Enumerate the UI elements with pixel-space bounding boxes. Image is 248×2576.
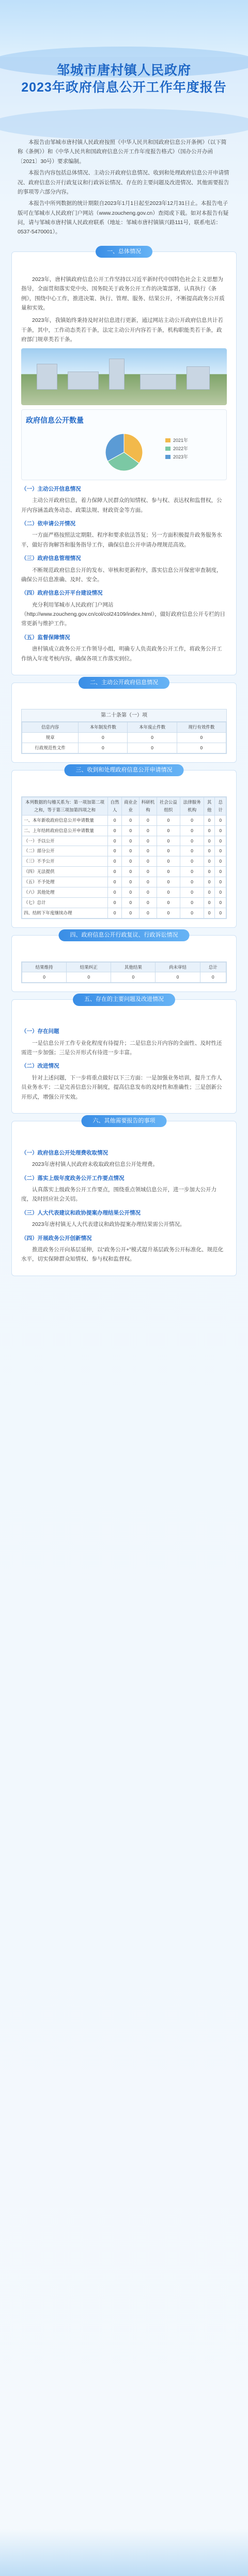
table-cell: 0	[79, 743, 128, 753]
table-cell: 0	[22, 972, 67, 983]
legend-label: 2021年	[173, 437, 189, 443]
legend-label: 2022年	[173, 446, 189, 451]
table-cell: （四）无法提供	[22, 867, 108, 877]
table-cell: 0	[204, 846, 215, 856]
table-cell: 0	[157, 836, 180, 846]
table-header: 本年制发件数	[79, 722, 128, 733]
table-header: 商业企业	[122, 797, 140, 816]
table-cell: 0	[107, 836, 122, 846]
legend-swatch	[165, 447, 171, 451]
table-cell: 0	[180, 836, 204, 846]
section-problems	[11, 996, 237, 1114]
table-row	[22, 972, 226, 983]
table-cell: 0	[122, 877, 140, 887]
table-cell: （一）予以公开	[22, 836, 108, 846]
table-cell: 0	[140, 836, 157, 846]
table-cell: 0	[107, 825, 122, 836]
table-cell: 0	[157, 867, 180, 877]
table-header: 法律服务机构	[180, 797, 204, 816]
table-header: 总计	[215, 797, 226, 816]
table-cell: 0	[122, 825, 140, 836]
table-cell: 0	[180, 897, 204, 908]
table-cell: 0	[122, 846, 140, 856]
intro-paragraph: 本报告由邹城市唐村镇人民政府按照《中华人民共和国政府信息公开条例》（以下简称《条例》）和《中华人民共和国政府信息公开工作年度报告格式》（国办公开办函〔2021〕30号）要求编制。	[18, 139, 227, 165]
table-cell: 0	[180, 908, 204, 918]
table-cell: 0	[122, 897, 140, 908]
section-overview	[11, 248, 237, 675]
subheading: （五）监督保障情况	[21, 634, 70, 641]
table-cell: 0	[200, 972, 226, 983]
page-title	[0, 62, 248, 96]
table-cell: 0	[111, 972, 156, 983]
table-cell: 规章	[22, 733, 79, 743]
table-header: 结果维持	[22, 962, 67, 972]
table-cell: 0	[107, 867, 122, 877]
table-cell: 0	[180, 856, 204, 867]
table-cell: 0	[215, 815, 226, 825]
table-box	[21, 961, 227, 984]
table-cell: 0	[140, 908, 157, 918]
table-header: 科研机构	[140, 797, 157, 816]
table-header: 社会公益组织	[157, 797, 180, 816]
table-cell: 0	[156, 972, 200, 983]
subheading: （二）改进情况	[21, 1063, 59, 1070]
table-cell: 0	[180, 825, 204, 836]
table-cell: 0	[215, 867, 226, 877]
paragraph: 唐村镇成立政务公开工作领导小组，明确专人负责政务公开工作，将政务公开工作纳入年度考核内容，确保各项工作落实到位。	[21, 646, 222, 662]
table-cell: 0	[157, 856, 180, 867]
table-cell: 0	[107, 815, 122, 825]
table-cell: （三）不予公开	[22, 856, 108, 867]
table-header: 尚未审结	[156, 962, 200, 972]
table-cell: 0	[157, 815, 180, 825]
intro-paragraph: 本报告内容包括总体情况、主动公开政府信息情况、收到和处理政府信息公开申请情况、政府信息公开行政复议和行政诉讼情况、存在的主要问题及改进情况、其他需要报告的事项等六部分内容。	[18, 170, 229, 195]
table-cell: 0	[157, 908, 180, 918]
paragraph: 2023年唐村镇人民政府未收取政府信息公开处理费。	[32, 1161, 158, 1168]
table-box	[21, 709, 227, 754]
subheading: （一）政府信息公开处理费收取情况	[21, 1149, 108, 1156]
paragraph: 一方面严格按照法定期限、程序和要求依法答复；另一方面积极提升政务服务水平，做好咨询解答和服务指导工作，确保信息公开申请办理规范高效。	[21, 532, 222, 548]
table-cell: 0	[204, 856, 215, 867]
table-header: 其他结果	[111, 962, 156, 972]
table-row	[22, 743, 226, 753]
footer-decoration	[0, 2529, 248, 2576]
section-title: 四、政府信息公开行政复议、行政诉讼情况	[59, 929, 190, 941]
table-cell: 0	[204, 908, 215, 918]
table-cell: 0	[107, 887, 122, 897]
table-cell: （二）部分公开	[22, 846, 108, 856]
table-header: 其他	[204, 797, 215, 816]
table-header: 现行有效件数	[177, 722, 226, 733]
section-title: 二、主动公开政府信息情况	[79, 677, 169, 689]
table-cell: 0	[140, 856, 157, 867]
section-other-matters	[11, 1117, 237, 1276]
table-row	[22, 887, 226, 897]
table-row	[22, 897, 226, 908]
table-cell: 0	[67, 972, 111, 983]
pie-chart	[26, 429, 222, 476]
table-cell: 0	[128, 733, 177, 743]
subheading: （二）依申请公开情况	[21, 521, 75, 527]
building	[37, 364, 57, 390]
table-caption: 第二十条第（一）项	[22, 709, 226, 722]
paragraph: 推进政务公开向基层延伸，以“政务公开+”模式提升基层政务公开标准化、规范化水平，切实保障群众知情权、参与权和监督权。	[21, 1246, 224, 1263]
table-header: 本年废止件数	[128, 722, 177, 733]
subheading: （四）开展政务公开创新情况	[21, 1235, 92, 1241]
subheading: （三）人大代表建议和政协提案办理结果公开情况	[21, 1209, 141, 1216]
building	[68, 372, 99, 390]
table-header: 本列数据的勾稽关系为：第一项加第二项之和，等于第三项加第四项之和	[22, 797, 108, 816]
table-cell: 0	[180, 867, 204, 877]
section-proactive-disclosure	[11, 679, 237, 763]
table-cell: 0	[177, 743, 226, 753]
table-row	[22, 733, 226, 743]
table-cell: 0	[215, 836, 226, 846]
table-cell: 0	[140, 877, 157, 887]
table-cell: 0	[215, 825, 226, 836]
table-cell: 0	[215, 887, 226, 897]
table-cell: 0	[157, 877, 180, 887]
table-cell: 0	[107, 908, 122, 918]
table-cell: （七）总计	[22, 897, 108, 908]
table-cell: 0	[215, 897, 226, 908]
table-cell: 0	[140, 846, 157, 856]
table-cell: 0	[128, 743, 177, 753]
table-cell: 0	[140, 887, 157, 897]
section-title: 五、存在的主要问题及改进情况	[73, 994, 175, 1005]
table-cell: 0	[204, 825, 215, 836]
table-cell: 0	[215, 877, 226, 887]
table-cell: 0	[204, 887, 215, 897]
paragraph: 2023年唐村镇无人大代表建议和政协提案办理结果需公开情况。	[32, 1221, 185, 1228]
table-cell: 0	[180, 815, 204, 825]
table-header: 信息内容	[22, 722, 79, 733]
table-cell: 0	[79, 733, 128, 743]
applications-table	[22, 797, 226, 919]
title-line-1: 邹城市唐村镇人民政府	[56, 63, 191, 78]
intro	[0, 135, 248, 244]
hero-header	[0, 0, 248, 135]
subheading: （四）政府信息公开平台建设情况	[21, 590, 103, 597]
table-row	[22, 908, 226, 918]
legend-swatch	[165, 438, 171, 442]
table-cell: 0	[204, 836, 215, 846]
table-cell: 0	[122, 887, 140, 897]
title-line-2: 2023年政府信息公开工作年度报告	[21, 80, 227, 95]
table-cell: 0	[180, 846, 204, 856]
table-header: 自然人	[107, 797, 122, 816]
section-review-litigation	[11, 931, 237, 993]
table-cell: 0	[157, 825, 180, 836]
table-row	[22, 836, 226, 846]
disclosure-table	[22, 722, 226, 753]
subheading: （一）主动公开信息情况	[21, 485, 81, 492]
table-cell: 0	[107, 856, 122, 867]
table-cell: 二、上年结转政府信息公开申请数量	[22, 825, 108, 836]
table-cell: 0	[204, 815, 215, 825]
intro-paragraph: 本报告中所列数据的统计期限自2023年1月1日起至2023年12月31日止。本报告电子版可在邹城市人民政府门户网站（www.zoucheng.gov.cn）查阅或下载。如对本报告有疑问，请与邹城市唐村镇人民政府联系（地址：邹城市唐村镇镇兴路111号，联系电话：0537-5470001）。	[18, 200, 229, 235]
table-cell: 0	[122, 836, 140, 846]
table-cell: 0	[122, 867, 140, 877]
town-photo	[21, 348, 227, 405]
table-cell: 0	[107, 877, 122, 887]
review-table	[22, 962, 226, 983]
table-cell: 0	[215, 846, 226, 856]
table-row	[22, 815, 226, 825]
section-applications	[11, 767, 237, 928]
subheading: （三）政府信息管理情况	[21, 555, 81, 562]
table-header: 总计	[200, 962, 226, 972]
table-cell: 0	[215, 908, 226, 918]
legend-label: 2023年	[173, 454, 189, 460]
table-cell: 0	[157, 897, 180, 908]
table-cell: 0	[122, 815, 140, 825]
paragraph: 主动公开政府信息，着力保障人民群众的知情权、参与权、表达权和监督权，公开内容涵盖政务动态、政策法规、财政资金等方面。	[21, 497, 222, 513]
info-chart	[21, 409, 227, 480]
subheading: （二）落实上级年度政务公开工作要点情况	[21, 1175, 125, 1181]
paragraph: 2023年，唐村镇政府信息公开工作坚持以习近平新时代中国特色社会主义思想为指导，全面贯彻落实党中央、国务院关于政务公开工作的决策部署，认真执行《条例》，围绕中心工作，推进决策、执行、管理、服务、结果公开，不断提高政务公开质量和实效。	[21, 276, 225, 311]
chart-title: 政府信息公开数量	[26, 416, 84, 425]
table-cell: 0	[122, 908, 140, 918]
table-row	[22, 856, 226, 867]
table-cell: 0	[204, 877, 215, 887]
building	[187, 366, 210, 390]
table-row	[22, 825, 226, 836]
hero-wave	[0, 109, 248, 140]
section-title: 三、收到和处理政府信息公开申请情况	[65, 764, 184, 776]
table-cell: （六）其他处理	[22, 887, 108, 897]
table-row	[22, 877, 226, 887]
table-row	[22, 846, 226, 856]
building	[140, 374, 176, 390]
section-title: 六、其他需要报告的事项	[82, 1115, 167, 1127]
table-cell: 0	[140, 825, 157, 836]
paragraph: 针对上述问题，下一步将重点做好以下三方面：一是加强业务培训，提升工作人员业务水平；二是完善信息公开制度，提高信息发布的及时性和准确性；三是创新公开形式，增强公开实效。	[21, 1074, 222, 1100]
paragraph: 一是信息公开工作专业化程度有待提升；二是信息公开内容的全面性、及时性还需进一步加强；三是公开形式有待进一步丰富。	[21, 1040, 222, 1056]
table-cell: 0	[157, 887, 180, 897]
table-header: 结果纠正	[67, 962, 111, 972]
table-cell: 四、结转下年度继续办理	[22, 908, 108, 918]
subheading: （一）存在问题	[21, 1028, 59, 1035]
paragraph: 充分利用邹城市人民政府门户网站（http://www.zoucheng.gov.cn/col/col24109/index.html），做好政府信息公开专栏的日常更新与维护工作。	[21, 601, 225, 627]
paragraph: 不断规范政府信息公开的发布、审核和更新程序，落实信息公开保密审查制度，确保公开信息准确、及时、安全。	[21, 567, 222, 583]
table-cell: （五）不予处理	[22, 877, 108, 887]
section-title: 一、总体情况	[96, 246, 152, 258]
table-cell: 0	[180, 887, 204, 897]
table-cell: 0	[180, 877, 204, 887]
table-cell: 0	[140, 867, 157, 877]
table-cell: 0	[140, 815, 157, 825]
table-cell: 0	[122, 856, 140, 867]
table-cell: 一、本年新收政府信息公开申请数量	[22, 815, 108, 825]
table-cell: 0	[215, 856, 226, 867]
paragraph: 认真落实上级政务公开工作要点，围绕重点领域信息公开，进一步加大公开力度，及时回应社会关切。	[21, 1187, 216, 1203]
building	[109, 359, 125, 390]
table-cell: 0	[177, 733, 226, 743]
table-cell: 0	[157, 846, 180, 856]
table-cell: 0	[204, 897, 215, 908]
paragraph: 2023年，我镇始终秉持及时对信息进行更新，通过网站主动公开政府信息共计若干条，其中，工作动态类若干条，法定主动公开内容若干条，机构职能类若干条，政府部门规章类若干条。	[21, 317, 223, 343]
table-cell: 0	[107, 846, 122, 856]
table-cell: 0	[204, 867, 215, 877]
legend-swatch	[165, 455, 171, 459]
table-row	[22, 867, 226, 877]
table-cell: 0	[107, 897, 122, 908]
table-box	[21, 796, 227, 919]
table-cell: 行政规范性文件	[22, 743, 79, 753]
table-cell: 0	[140, 897, 157, 908]
